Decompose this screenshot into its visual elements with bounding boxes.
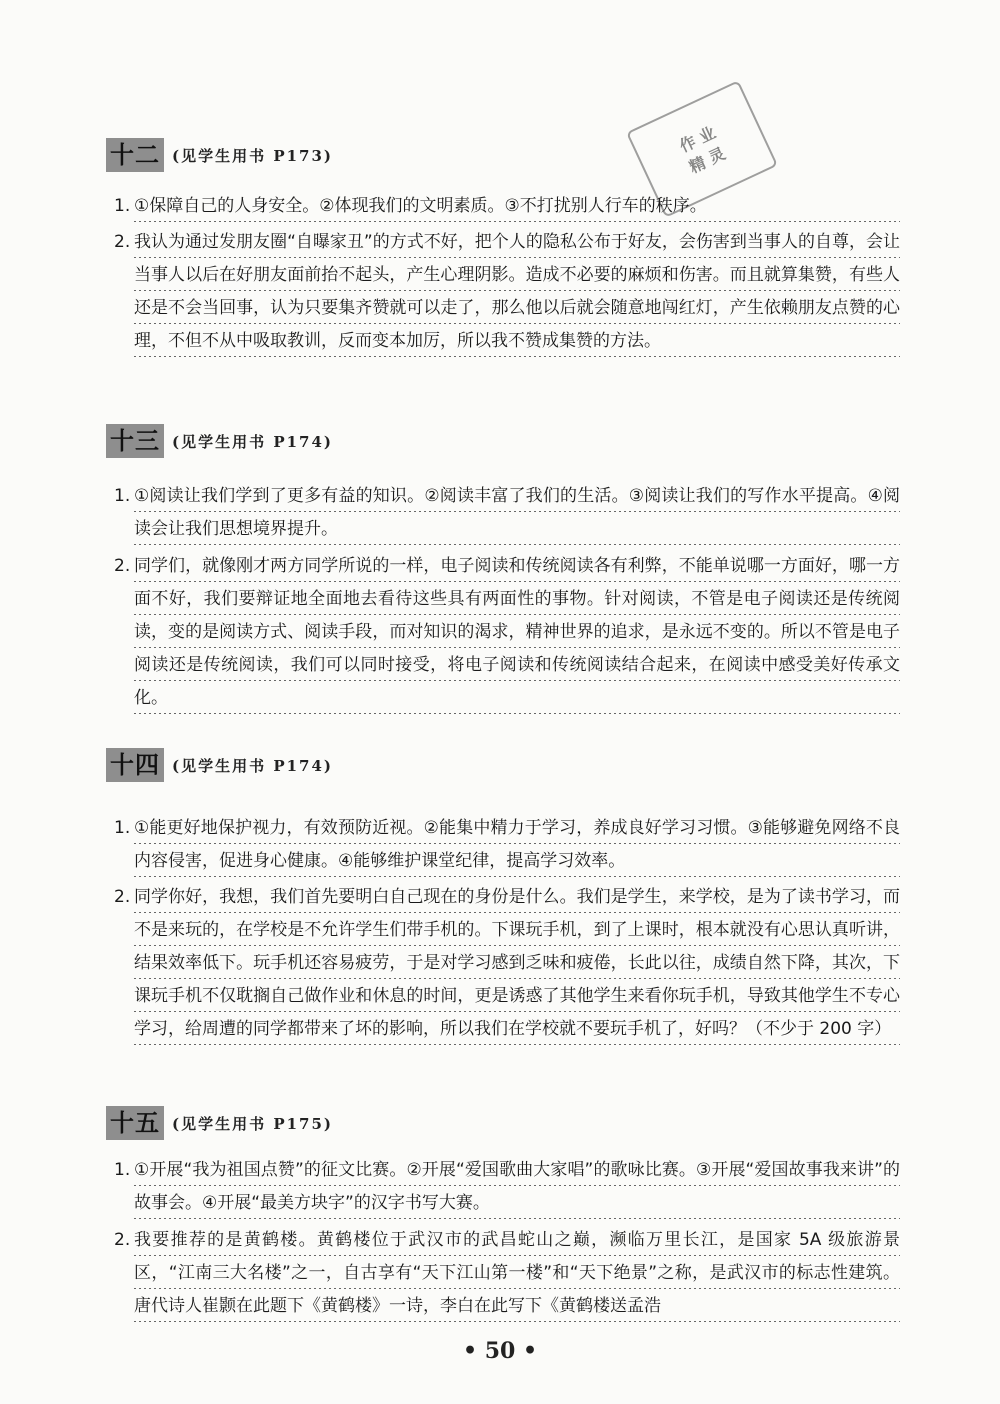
item-text: 我要推荐的是黄鹤楼。黄鹤楼位于武汉市的武昌蛇山之巅，濒临万里长江，是国家 5A 级旅游景区，“江南三大名楼”之一，自古享有“天下江山第一楼”和“天下绝景”之称，是武汉市的标志性建筑。唐代诗人崔颢在此题下《黄鹤楼》一诗，李白在此写下《黄鹤楼送孟浩: [134, 1224, 900, 1323]
section-badge: 十五: [106, 1106, 164, 1140]
item-number: 1.: [114, 486, 131, 506]
section-header-15: [106, 1106, 333, 1140]
answer-item: [114, 1154, 900, 1220]
item-number: 2.: [114, 232, 131, 252]
answer-item: [114, 881, 900, 1046]
answer-item: [114, 480, 900, 546]
item-text: 同学你好，我想，我们首先要明白自己现在的身份是什么。我们是学生，来学校，是为了读书学习，而不是来玩的，在学校是不允许学生们带手机的。下课玩手机，到了上课时，根本就没有心思认真听讲，结果效率低下。玩手机还容易疲劳，于是对学习感到乏味和疲倦，长此以往，成绩自然下降，其次，下课玩手机不仅耽搁自己做作业和休息的时间，更是诱惑了其他学生来看你玩手机，导致其他学生不专心学习，给周遭的同学都带来了坏的影响，所以我们在学校就不要玩手机了，好吗？（不少于 200 字）: [134, 881, 900, 1046]
answer-item: [114, 812, 900, 878]
item-text: ①阅读让我们学到了更多有益的知识。②阅读丰富了我们的生活。③阅读让我们的写作水平提高。④阅读会让我们思想境界提升。: [134, 480, 900, 546]
stamp-line-2: 精 灵: [686, 143, 729, 177]
section-reference: (见学生用书 P174): [172, 756, 334, 775]
item-text: 我认为通过发朋友圈“自曝家丑”的方式不好，把个人的隐私公布于好友，会伤害到当事人的自尊，会让当事人以后在好朋友面前抬不起头，产生心理阴影。造成不必要的麻烦和伤害。而且就算集赞，有些人还是不会当回事，认为只要集齐赞就可以走了，那么他以后就会随意地闯红灯，产生依赖朋友点赞的心理，不但不从中吸取教训，反而变本加厉，所以我不赞成集赞的方法。: [134, 226, 900, 358]
item-number: 1.: [114, 196, 131, 216]
section-badge: 十二: [106, 138, 164, 172]
section-badge: 十三: [106, 424, 164, 458]
item-number: 2.: [114, 887, 131, 907]
item-text: 同学们，就像刚才两方同学所说的一样，电子阅读和传统阅读各有利弊，不能单说哪一方面好，哪一方面不好，我们要辩证地全面地去看待这些具有两面性的事物。针对阅读，不管是电子阅读还是传统阅读，变的是阅读方式、阅读手段，而对知识的渴求，精神世界的追求，是永远不变的。所以不管是电子阅读还是传统阅读，我们可以同时接受，将电子阅读和传统阅读结合起来，在阅读中感受美好传承文化。: [134, 550, 900, 715]
item-text: ①保障自己的人身安全。②体现我们的文明素质。③不打扰别人行车的秩序。: [134, 190, 900, 223]
answer-item: [114, 190, 900, 223]
item-number: 2.: [114, 556, 131, 576]
answer-item: [114, 1224, 900, 1323]
section-reference: (见学生用书 P173): [172, 146, 334, 165]
section-reference: (见学生用书 P174): [172, 432, 334, 451]
section-header-13: [106, 424, 333, 458]
page-number: • 50 •: [462, 1338, 538, 1364]
section-badge: 十四: [106, 748, 164, 782]
stamp-line-1: 作 业: [676, 122, 719, 157]
item-number: 1.: [114, 1160, 131, 1180]
section-reference: (见学生用书 P175): [172, 1114, 334, 1133]
section-header-12: [106, 138, 333, 172]
item-text: ①能更好地保护视力，有效预防近视。②能集中精力于学习，养成良好学习习惯。③能够避免网络不良内容侵害，促进身心健康。④能够维护课堂纪律，提高学习效率。: [134, 812, 900, 878]
section-header-14: [106, 748, 333, 782]
answer-item: [114, 550, 900, 715]
item-number: 2.: [114, 1230, 131, 1250]
item-number: 1.: [114, 818, 131, 838]
answer-item: [114, 226, 900, 358]
item-text: ①开展“我为祖国点赞”的征文比赛。②开展“爱国歌曲大家唱”的歌咏比赛。③开展“爱国故事我来讲”的故事会。④开展“最美方块字”的汉字书写大赛。: [134, 1154, 900, 1220]
